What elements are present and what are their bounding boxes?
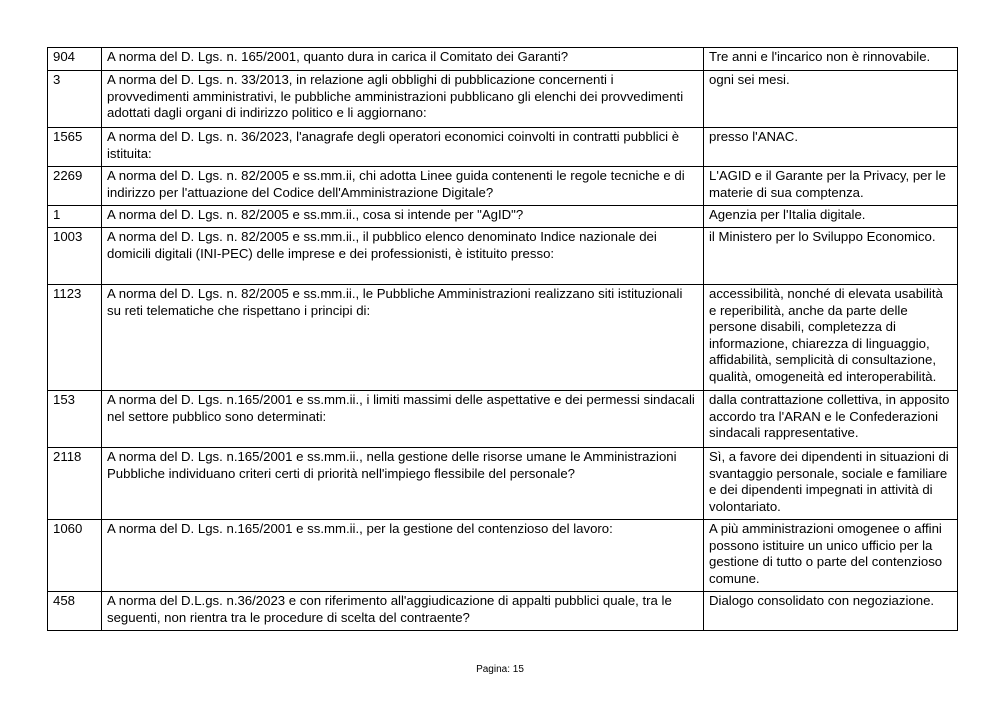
answer-text: Dialogo consolidato con negoziazione. xyxy=(704,592,958,631)
question-id: 1003 xyxy=(48,228,102,285)
question-text: A norma del D. Lgs. n. 82/2005 e ss.mm.ii., cosa si intende per "AgID"? xyxy=(102,206,704,228)
table-row xyxy=(48,206,958,228)
question-id: 2269 xyxy=(48,167,102,206)
table-row xyxy=(48,71,958,128)
question-text: A norma del D. Lgs. n. 82/2005 e ss.mm.ii., il pubblico elenco denominato Indice nazionale dei domicili digitali (INI-PEC) delle imprese e dei professionisti, è istituito presso: xyxy=(102,228,704,285)
question-id: 1123 xyxy=(48,285,102,391)
answer-text: dalla contrattazione collettiva, in apposito accordo tra l'ARAN e le Confederazioni sindacali rappresentative. xyxy=(704,391,958,448)
question-text: A norma del D. Lgs. n. 82/2005 e ss.mm.ii, chi adotta Linee guida contenenti le regole tecniche e di indirizzo per l'attuazione del Codice dell'Amministrazione Digitale? xyxy=(102,167,704,206)
answer-text: il Ministero per lo Sviluppo Economico. xyxy=(704,228,958,285)
table-row xyxy=(48,167,958,206)
question-text: A norma del D.L.gs. n.36/2023 e con riferimento all'aggiudicazione di appalti pubblici quale, tra le seguenti, non rientra tra le procedure di scelta del contraente? xyxy=(102,592,704,631)
question-id: 904 xyxy=(48,48,102,71)
table-row xyxy=(48,48,958,71)
question-text: A norma del D. Lgs. n. 82/2005 e ss.mm.ii., le Pubbliche Amministrazioni realizzano siti istituzionali su reti telematiche che rispettano i principi di: xyxy=(102,285,704,391)
question-id: 1 xyxy=(48,206,102,228)
answer-text: Sì, a favore dei dipendenti in situazioni di svantaggio personale, sociale e familiare e dei dipendenti impegnati in attività di volontariato. xyxy=(704,448,958,520)
answer-text: presso l'ANAC. xyxy=(704,128,958,167)
answer-text: Agenzia per l'Italia digitale. xyxy=(704,206,958,228)
answer-text: ogni sei mesi. xyxy=(704,71,958,128)
answer-text: Tre anni e l'incarico non è rinnovabile. xyxy=(704,48,958,71)
answer-text: L'AGID e il Garante per la Privacy, per le materie di sua comptenza. xyxy=(704,167,958,206)
question-text: A norma del D. Lgs. n. 33/2013, in relazione agli obblighi di pubblicazione concernenti i provvedimenti amministrativi, le pubbliche amministrazioni pubblicano gli elenchi dei provvedimenti adottati dagli organi di indirizzo politico e li aggiornano: xyxy=(102,71,704,128)
table-row xyxy=(48,128,958,167)
table-row xyxy=(48,391,958,448)
question-id: 153 xyxy=(48,391,102,448)
question-id: 2118 xyxy=(48,448,102,520)
question-id: 1060 xyxy=(48,520,102,592)
question-text: A norma del D. Lgs. n. 165/2001, quanto dura in carica il Comitato dei Garanti? xyxy=(102,48,704,71)
answer-text: accessibilità, nonché di elevata usabilità e reperibilità, anche da parte delle persone disabili, completezza di informazione, chiarezza di linguaggio, affidabilità, semplicità di consultazione, qualità, omogeneità ed interoperabilità. xyxy=(704,285,958,391)
table-row xyxy=(48,592,958,631)
question-id: 3 xyxy=(48,71,102,128)
question-text: A norma del D. Lgs. n.165/2001 e ss.mm.ii., per la gestione del contenzioso del lavoro: xyxy=(102,520,704,592)
table-row xyxy=(48,285,958,391)
table-row xyxy=(48,448,958,520)
question-text: A norma del D. Lgs. n. 36/2023, l'anagrafe degli operatori economici coinvolti in contratti pubblici è istituita: xyxy=(102,128,704,167)
page-footer xyxy=(0,664,1000,675)
question-text: A norma del D. Lgs. n.165/2001 e ss.mm.ii., i limiti massimi delle aspettative e dei permessi sindacali nel settore pubblico sono determinati: xyxy=(102,391,704,448)
question-text: A norma del D. Lgs. n.165/2001 e ss.mm.ii., nella gestione delle risorse umane le Amministrazioni Pubbliche individuano criteri certi di priorità nell'impiego flessibile del personale? xyxy=(102,448,704,520)
questions-table xyxy=(47,47,958,631)
table-row xyxy=(48,228,958,285)
answer-text: A più amministrazioni omogenee o affini possono istituire un unico ufficio per la gestione di tutto o parte del contenzioso comune. xyxy=(704,520,958,592)
page-number: Pagina: 15 xyxy=(476,664,524,675)
table-row xyxy=(48,520,958,592)
question-id: 1565 xyxy=(48,128,102,167)
document-page xyxy=(47,47,957,631)
question-id: 458 xyxy=(48,592,102,631)
